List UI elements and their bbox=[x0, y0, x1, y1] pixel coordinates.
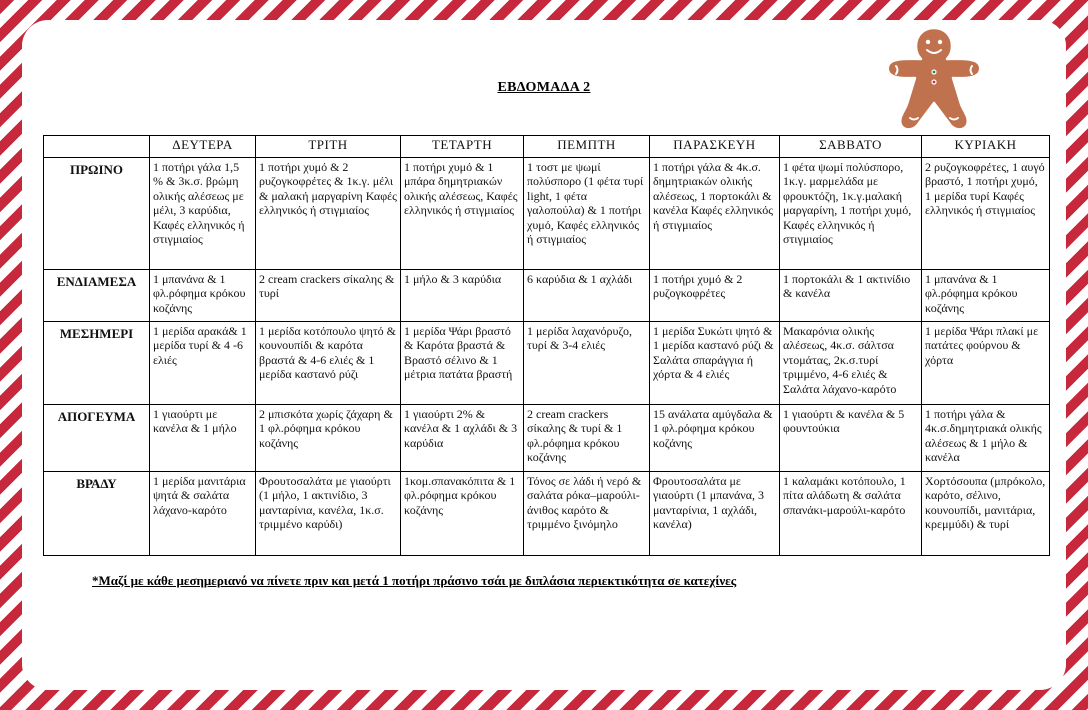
meal-label: ΜΕΣΗΜΕΡΙ bbox=[44, 322, 150, 405]
meal-cell: 2 cream crackers σίκαλης & τυρί bbox=[256, 270, 401, 322]
meal-cell: 1 πορτοκάλι & 1 ακτινίδιο & κανέλα bbox=[780, 270, 922, 322]
meal-cell: 1 μερίδα Ψάρι βραστό & Καρότα βραστά & Βραστό σέλινο & 1 μέτρια πατάτα βραστή bbox=[401, 322, 524, 405]
meal-cell: 15 ανάλατα αμύγδαλα & 1 φλ.ρόφημα κρόκου κοζάνης bbox=[650, 405, 780, 472]
meal-cell: 1 ποτήρι γάλα & 4κ.σ. δημητριακών ολικής αλέσεως, 1 πορτοκάλι & κανέλα Καφές ελληνικός ή στιγμιαίος bbox=[650, 158, 780, 270]
meal-label: ΠΡΩΙΝΟ bbox=[44, 158, 150, 270]
day-header: ΚΥΡΙΑΚΗ bbox=[922, 136, 1050, 158]
meal-cell: 1 ποτήρι γάλα & 4κ.σ.δημητριακά ολικής αλέσεως & 1 μήλο & κανέλα bbox=[922, 405, 1050, 472]
day-header: ΣΑΒΒΑΤΟ bbox=[780, 136, 922, 158]
table-row bbox=[44, 270, 1050, 322]
meal-label: ΕΝΔΙΑΜΕΣΑ bbox=[44, 270, 150, 322]
meal-cell: 1 μερίδα Ψάρι πλακί με πατάτες φούρνου & χόρτα bbox=[922, 322, 1050, 405]
meal-cell: 2 μπισκότα χωρίς ζάχαρη & 1 φλ.ρόφημα κρόκου κοζάνης bbox=[256, 405, 401, 472]
meal-cell: 1 μερίδα Συκώτι ψητό & 1 μερίδα καστανό ρύζι & Σαλάτα σπαράγγια ή χόρτα & 4 ελιές bbox=[650, 322, 780, 405]
meal-label: ΒΡΑΔΥ bbox=[44, 472, 150, 556]
meal-cell: 6 καρύδια & 1 αχλάδι bbox=[524, 270, 650, 322]
meal-cell: 1κομ.σπανακόπιτα & 1 φλ.ρόφημα κρόκου κοζάνης bbox=[401, 472, 524, 556]
table-row bbox=[44, 322, 1050, 405]
day-header: ΠΑΡΑΣΚΕΥΗ bbox=[650, 136, 780, 158]
meal-cell: 1 μερίδα αρακά& 1 μερίδα τυρί & 4 -6 ελιές bbox=[150, 322, 256, 405]
corner-cell bbox=[44, 136, 150, 158]
green-tea-footnote: *Μαζί με κάθε μεσημεριανό να πίνετε πριν και μετά 1 ποτήρι πράσινο τσάι με διπλάσια περιεκτικότητα σε κατεχίνες bbox=[92, 573, 737, 588]
day-header: ΔΕΥΤΕΡΑ bbox=[150, 136, 256, 158]
meal-cell: 1 τοστ με ψωμί πολύσπορο (1 φέτα τυρί light, 1 φέτα γαλοπούλα) & 1 ποτήρι χυμό, Καφές ελληνικός ή στιγμιαίος bbox=[524, 158, 650, 270]
meal-cell: 1 μήλο & 3 καρύδια bbox=[401, 270, 524, 322]
meal-cell: 1 ποτήρι χυμό & 2 ρυζογκοφρέτες bbox=[650, 270, 780, 322]
meal-cell: 1 γιαούρτι με κανέλα & 1 μήλο bbox=[150, 405, 256, 472]
meal-cell: Χορτόσουπα (μπρόκολο, καρότο, σέλινο, κουνουπίδι, μανιτάρια, κρεμμύδι) & τυρί bbox=[922, 472, 1050, 556]
day-header: ΤΕΤΑΡΤΗ bbox=[401, 136, 524, 158]
meal-cell: Φρουτοσαλάτα με γιαούρτι (1 μήλο, 1 ακτινίδιο, 3 μανταρίνια, κανέλα, 1κ.σ. τριμμένο καρύδι) bbox=[256, 472, 401, 556]
meal-cell: Τόνος σε λάδι ή νερό & σαλάτα ρόκα–μαρούλι- άνιθος καρότο & τριμμένο ξινόμηλο bbox=[524, 472, 650, 556]
meal-cell: Μακαρόνια ολικής αλέσεως, 4κ.σ. σάλτσα ντομάτας, 2κ.σ.τυρί τριμμένο, 4-6 ελιές & Σαλάτα λάχανο-καρότο bbox=[780, 322, 922, 405]
page-title: ΕΒΔΟΜΑΔΑ 2 bbox=[497, 80, 591, 95]
table-row bbox=[44, 158, 1050, 270]
meal-cell: 2 cream crackers σίκαλης & τυρί & 1 φλ.ρόφημα κρόκου κοζάνης bbox=[524, 405, 650, 472]
meal-label: ΑΠΟΓΕΥΜΑ bbox=[44, 405, 150, 472]
meal-cell: 1 μπανάνα & 1 φλ.ρόφημα κρόκου κοζάνης bbox=[922, 270, 1050, 322]
day-header: ΤΡΙΤΗ bbox=[256, 136, 401, 158]
gingerbread-man-icon bbox=[884, 22, 984, 134]
meal-cell: 1 ποτήρι γάλα 1,5 % & 3κ.σ. βρώμη ολικής αλέσεως με μέλι, 3 καρύδια, Καφές ελληνικός ή στιγμιαίος bbox=[150, 158, 256, 270]
meal-plan-table bbox=[43, 135, 1050, 556]
meal-cell: 2 ρυζογκοφρέτες, 1 αυγό βραστό, 1 ποτήρι χυμό, 1 μερίδα τυρί Καφές ελληνικός ή στιγμιαίος bbox=[922, 158, 1050, 270]
meal-cell: 1 φέτα ψωμί πολύσπορο, 1κ.γ. μαρμελάδα με φρουκτόζη, 1κ.γ.μαλακή μαργαρίνη, 1 ποτήρι χυμό, Καφές ελληνικός ή στιγμιαίος bbox=[780, 158, 922, 270]
meal-cell: 1 ποτήρι χυμό & 1 μπάρα δημητριακών ολικής αλέσεως, Καφές ελληνικός ή στιγμιαίος bbox=[401, 158, 524, 270]
meal-cell: 1 ποτήρι χυμό & 2 ρυζογκοφρέτες & 1κ.γ. μέλι & μαλακή μαργαρίνη Καφές ελληνικός ή στιγμιαίος bbox=[256, 158, 401, 270]
meal-cell: 1 μπανάνα & 1 φλ.ρόφημα κρόκου κοζάνης bbox=[150, 270, 256, 322]
meal-cell: 1 μερίδα κοτόπουλο ψητό & κουνουπίδι & καρότα βραστά & 4-6 ελιές & 1 μερίδα καστανό ρύζι bbox=[256, 322, 401, 405]
meal-cell: 1 γιαούρτι & κανέλα & 5 φουντούκια bbox=[780, 405, 922, 472]
day-header: ΠΕΜΠΤΗ bbox=[524, 136, 650, 158]
meal-cell: 1 μερίδα μανιτάρια ψητά & σαλάτα λάχανο-καρότο bbox=[150, 472, 256, 556]
meal-cell: 1 καλαμάκι κοτόπουλο, 1 πίτα αλάδωτη & σαλάτα σπανάκι-μαρούλι-καρότο bbox=[780, 472, 922, 556]
meal-cell: Φρουτοσαλάτα με γιαούρτι (1 μπανάνα, 3 μανταρίνια, 1 αχλάδι, κανέλα) bbox=[650, 472, 780, 556]
table-row bbox=[44, 472, 1050, 556]
table-row bbox=[44, 405, 1050, 472]
meal-cell: 1 γιαούρτι 2% & κανέλα & 1 αχλάδι & 3 καρύδια bbox=[401, 405, 524, 472]
meal-cell: 1 μερίδα λαχανόρυζο, τυρί & 3-4 ελιές bbox=[524, 322, 650, 405]
table-header-row bbox=[44, 136, 1050, 158]
